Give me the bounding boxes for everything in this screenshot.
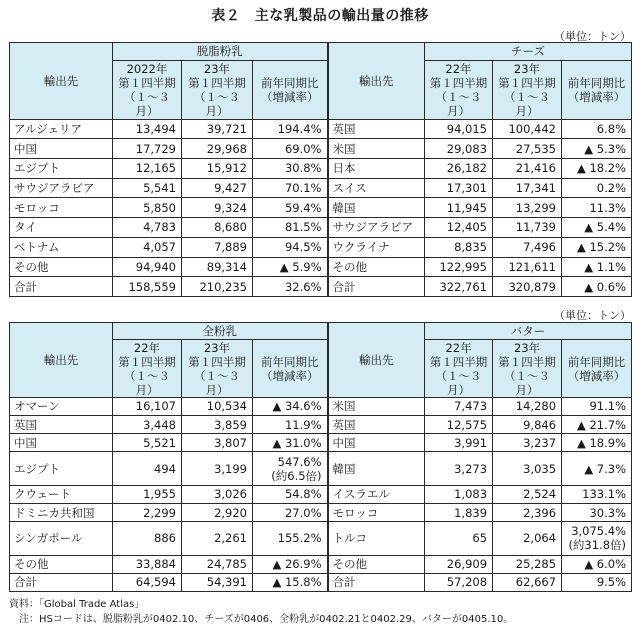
change-cell: ▲ 5.4%: [562, 218, 632, 238]
destination-cell: 韓国: [328, 198, 425, 218]
value-2023-cell: 7,496: [493, 237, 562, 257]
value-2022-cell: 13,494: [113, 119, 182, 139]
change-cell: ▲ 18.2%: [562, 159, 632, 179]
destination-cell: 合計: [328, 573, 425, 591]
header-destination: 輸出先: [10, 43, 113, 120]
table-row: [10, 452, 632, 485]
group-header-whole-milk-powder: 全粉乳: [113, 323, 328, 340]
header-change: 前年同期比 （増減率）: [253, 340, 328, 398]
value-2023-cell: 3,199: [182, 452, 253, 485]
destination-cell: サウジアラビア: [10, 178, 113, 198]
value-2022-cell: 12,575: [425, 416, 493, 434]
destination-cell: 中国: [10, 434, 113, 452]
change-cell: 11.3%: [562, 198, 632, 218]
page-title: 表２ 主な乳製品の輸出量の推移: [211, 8, 429, 24]
destination-cell: 中国: [328, 434, 425, 452]
value-2022-cell: 16,107: [113, 397, 182, 415]
group-header-butter: バター: [425, 323, 632, 340]
value-2022-cell: 122,995: [425, 257, 493, 277]
value-2023-cell: 320,879: [493, 277, 562, 297]
table-row: [10, 555, 632, 573]
destination-cell: その他: [328, 257, 425, 277]
export-table-skim-milk-cheese: [9, 42, 632, 297]
value-2022-cell: 4,057: [113, 237, 182, 257]
change-cell: ▲ 5.3%: [562, 139, 632, 159]
value-2023-cell: 9,324: [182, 198, 253, 218]
destination-cell: 米国: [328, 397, 425, 415]
destination-cell: サウジアラビア: [328, 218, 425, 238]
change-cell: 6.8%: [562, 119, 632, 139]
value-2023-cell: 89,314: [182, 257, 253, 277]
unit-label: （単位：トン）: [554, 309, 631, 322]
destination-cell: クウェート: [10, 485, 113, 503]
value-2023-cell: 11,739: [493, 218, 562, 238]
value-2023-cell: 3,035: [493, 452, 562, 485]
value-2023-cell: 13,299: [493, 198, 562, 218]
table-row: [10, 504, 632, 522]
value-2022-cell: 8,835: [425, 237, 493, 257]
change-cell: 30.3%: [562, 504, 632, 522]
source-note: 資料：「Global Trade Atlas」: [9, 599, 145, 610]
table-row: [10, 416, 632, 434]
destination-cell: スイス: [328, 178, 425, 198]
value-2022-cell: 158,559: [113, 277, 182, 297]
destination-cell: イスラエル: [328, 485, 425, 503]
table-row: [10, 237, 632, 257]
value-2023-cell: 121,611: [493, 257, 562, 277]
table-row: [10, 119, 632, 139]
value-2023-cell: 25,285: [493, 555, 562, 573]
change-cell: 11.9%: [253, 416, 328, 434]
total-row: [10, 277, 632, 297]
destination-cell: エジプト: [10, 159, 113, 179]
header-change: 前年同期比 （増減率）: [253, 60, 328, 119]
value-2022-cell: 26,909: [425, 555, 493, 573]
destination-cell: その他: [10, 555, 113, 573]
value-2022-cell: 94,015: [425, 119, 493, 139]
destination-cell: その他: [10, 257, 113, 277]
value-2022-cell: 12,405: [425, 218, 493, 238]
change-cell: 27.0%: [253, 504, 328, 522]
value-2023-cell: 10,534: [182, 397, 253, 415]
value-2022-cell: 7,473: [425, 397, 493, 415]
change-cell: 30.8%: [253, 159, 328, 179]
value-2023-cell: 100,442: [493, 119, 562, 139]
header-destination: 輸出先: [328, 43, 425, 120]
destination-cell: モロッコ: [328, 504, 425, 522]
export-table-whole-milk-butter: [9, 322, 632, 592]
value-2023-cell: 24,785: [182, 555, 253, 573]
destination-cell: 中国: [10, 139, 113, 159]
destination-cell: 合計: [328, 277, 425, 297]
value-2022-cell: 17,301: [425, 178, 493, 198]
header-period-2023: 23年 第１四半期 （１～３月）: [182, 340, 253, 398]
change-cell: ▲ 1.1%: [562, 257, 632, 277]
destination-cell: 英国: [10, 416, 113, 434]
change-cell: ▲ 31.0%: [253, 434, 328, 452]
value-2023-cell: 54,391: [182, 573, 253, 591]
header-period-2023: 23年 第１四半期 （１～３月）: [493, 60, 562, 119]
destination-cell: 合計: [10, 277, 113, 297]
destination-cell: その他: [328, 555, 425, 573]
header-change: 前年同期比 （増減率）: [562, 60, 632, 119]
value-2022-cell: 3,991: [425, 434, 493, 452]
change-cell: 54.8%: [253, 485, 328, 503]
change-cell: 547.6% (約6.5倍): [253, 452, 328, 485]
change-cell: ▲ 6.0%: [562, 555, 632, 573]
change-cell: ▲ 18.9%: [562, 434, 632, 452]
table-row: [10, 522, 632, 555]
value-2022-cell: 1,839: [425, 504, 493, 522]
header-period-2022: 22年 第１四半期 （１～３月）: [113, 340, 182, 398]
header-change: 前年同期比 （増減率）: [562, 340, 632, 398]
destination-cell: 日本: [328, 159, 425, 179]
change-cell: 194.4%: [253, 119, 328, 139]
change-cell: 69.0%: [253, 139, 328, 159]
destination-cell: シンガポール: [10, 522, 113, 555]
value-2023-cell: 39,721: [182, 119, 253, 139]
destination-cell: オマーン: [10, 397, 113, 415]
value-2022-cell: 494: [113, 452, 182, 485]
destination-cell: 韓国: [328, 452, 425, 485]
value-2022-cell: 2,299: [113, 504, 182, 522]
table-row: [10, 178, 632, 198]
destination-cell: ベトナム: [10, 237, 113, 257]
change-cell: 133.1%: [562, 485, 632, 503]
header-period-2022: 22年 第１四半期 （１～３月）: [425, 340, 493, 398]
total-row: [10, 573, 632, 591]
destination-cell: タイ: [10, 218, 113, 238]
destination-cell: 英国: [328, 119, 425, 139]
change-cell: ▲ 15.8%: [253, 573, 328, 591]
change-cell: 70.1%: [253, 178, 328, 198]
destination-cell: トルコ: [328, 522, 425, 555]
table-row: [10, 485, 632, 503]
value-2022-cell: 886: [113, 522, 182, 555]
value-2022-cell: 11,945: [425, 198, 493, 218]
value-2022-cell: 64,594: [113, 573, 182, 591]
change-cell: 3,075.4% (約31.8倍): [562, 522, 632, 555]
value-2023-cell: 7,889: [182, 237, 253, 257]
value-2023-cell: 8,680: [182, 218, 253, 238]
value-2023-cell: 2,396: [493, 504, 562, 522]
value-2022-cell: 5,541: [113, 178, 182, 198]
change-cell: ▲ 34.6%: [253, 397, 328, 415]
value-2023-cell: 62,667: [493, 573, 562, 591]
value-2023-cell: 21,416: [493, 159, 562, 179]
value-2022-cell: 17,729: [113, 139, 182, 159]
change-cell: 91.1%: [562, 397, 632, 415]
destination-cell: 米国: [328, 139, 425, 159]
value-2022-cell: 4,783: [113, 218, 182, 238]
value-2023-cell: 14,280: [493, 397, 562, 415]
table-row: [10, 397, 632, 415]
value-2022-cell: 1,955: [113, 485, 182, 503]
change-cell: ▲ 0.6%: [562, 277, 632, 297]
value-2023-cell: 210,235: [182, 277, 253, 297]
value-2023-cell: 3,026: [182, 485, 253, 503]
group-header-cheese: チーズ: [425, 43, 632, 61]
destination-cell: モロッコ: [10, 198, 113, 218]
value-2023-cell: 17,341: [493, 178, 562, 198]
destination-cell: 英国: [328, 416, 425, 434]
footnote: 注：HSコードは、脱脂粉乳が0402.10、チーズが0406、全粉乳が0402.21と0402.29、バターが0405.10。: [9, 614, 514, 625]
value-2023-cell: 9,427: [182, 178, 253, 198]
value-2022-cell: 94,940: [113, 257, 182, 277]
value-2023-cell: 3,237: [493, 434, 562, 452]
value-2023-cell: 27,535: [493, 139, 562, 159]
destination-cell: 合計: [10, 573, 113, 591]
value-2022-cell: 57,208: [425, 573, 493, 591]
header-destination: 輸出先: [328, 323, 425, 398]
value-2023-cell: 3,807: [182, 434, 253, 452]
value-2023-cell: 29,968: [182, 139, 253, 159]
table-row: [10, 434, 632, 452]
value-2022-cell: 5,521: [113, 434, 182, 452]
value-2023-cell: 2,524: [493, 485, 562, 503]
change-cell: 94.5%: [253, 237, 328, 257]
destination-cell: ドミニカ共和国: [10, 504, 113, 522]
header-period-2022: 22年 第１四半期 （１～３月）: [425, 60, 493, 119]
group-header-skim-milk-powder: 脱脂粉乳: [113, 43, 328, 61]
value-2022-cell: 33,884: [113, 555, 182, 573]
header-period-2022: 2022年 第１四半期 （１～３月）: [113, 60, 182, 119]
table-row: [10, 159, 632, 179]
value-2023-cell: 3,859: [182, 416, 253, 434]
destination-cell: エジプト: [10, 452, 113, 485]
header-period-2023: 23年 第１四半期 （１～３月）: [493, 340, 562, 398]
table-row: [10, 218, 632, 238]
value-2023-cell: 15,912: [182, 159, 253, 179]
notes: [9, 597, 513, 627]
destination-cell: ウクライナ: [328, 237, 425, 257]
value-2022-cell: 12,165: [113, 159, 182, 179]
change-cell: ▲ 21.7%: [562, 416, 632, 434]
change-cell: ▲ 15.2%: [562, 237, 632, 257]
value-2023-cell: 9,846: [493, 416, 562, 434]
change-cell: ▲ 7.3%: [562, 452, 632, 485]
change-cell: 81.5%: [253, 218, 328, 238]
change-cell: 0.2%: [562, 178, 632, 198]
value-2022-cell: 5,850: [113, 198, 182, 218]
change-cell: ▲ 26.9%: [253, 555, 328, 573]
unit-label: （単位：トン）: [554, 30, 631, 43]
value-2022-cell: 29,083: [425, 139, 493, 159]
table-row: [10, 139, 632, 159]
value-2022-cell: 322,761: [425, 277, 493, 297]
change-cell: 59.4%: [253, 198, 328, 218]
value-2022-cell: 3,448: [113, 416, 182, 434]
value-2023-cell: 2,064: [493, 522, 562, 555]
table-row: [10, 198, 632, 218]
change-cell: 32.6%: [253, 277, 328, 297]
change-cell: 9.5%: [562, 573, 632, 591]
destination-cell: アルジェリア: [10, 119, 113, 139]
change-cell: ▲ 5.9%: [253, 257, 328, 277]
value-2022-cell: 26,182: [425, 159, 493, 179]
table-row: [10, 257, 632, 277]
value-2023-cell: 2,261: [182, 522, 253, 555]
value-2022-cell: 1,083: [425, 485, 493, 503]
value-2022-cell: 65: [425, 522, 493, 555]
value-2023-cell: 2,920: [182, 504, 253, 522]
change-cell: 155.2%: [253, 522, 328, 555]
header-period-2023: 23年 第１四半期 （１～３月）: [182, 60, 253, 119]
value-2022-cell: 3,273: [425, 452, 493, 485]
header-destination: 輸出先: [10, 323, 113, 398]
